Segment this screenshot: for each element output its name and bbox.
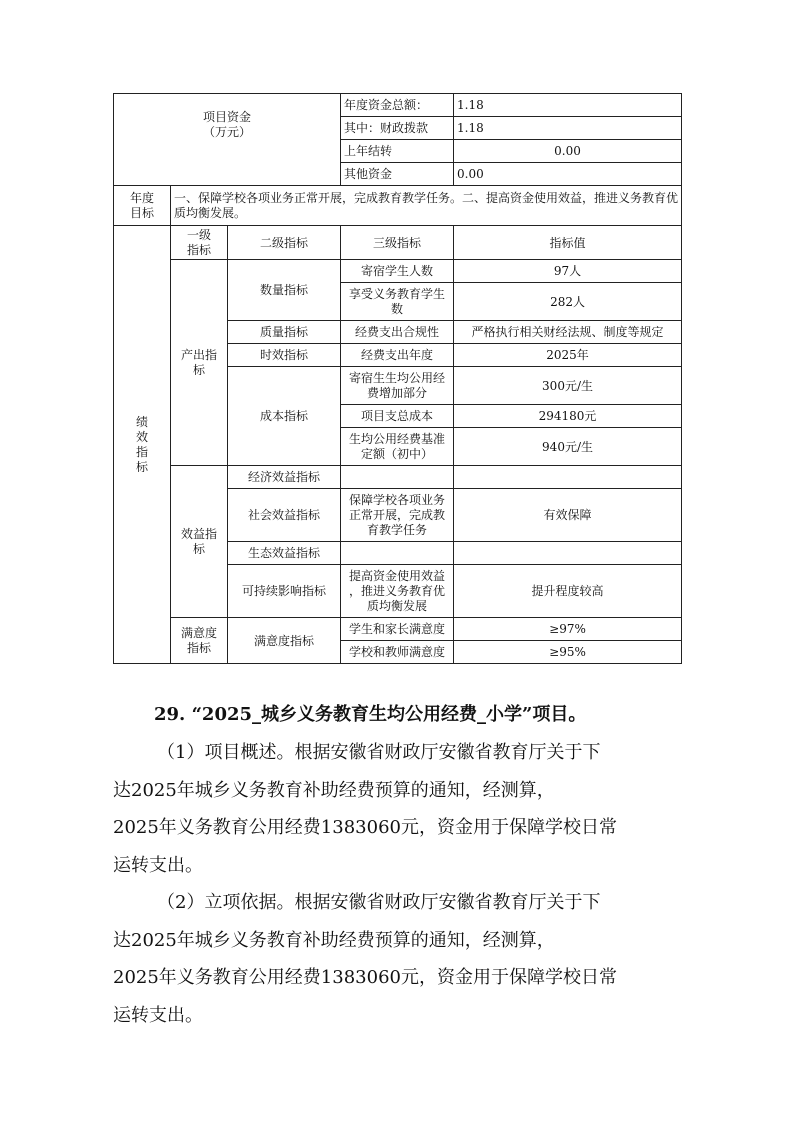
funds-label: 年度资金总额： (341, 94, 454, 117)
section-heading: 29. “2025_城乡义务教育生均公用经费_小学”项目。 (154, 704, 587, 725)
indicator-value: ≥95% (454, 641, 682, 664)
indicator-name: 经费支出年度 (341, 344, 454, 367)
annual-goal-row (114, 186, 682, 226)
performance-table (113, 93, 682, 664)
paragraph-line: 2025年义务教育公用经费1383060元，资金用于保障学校日常 (113, 967, 617, 988)
timeliness-label: 时效指标 (228, 344, 341, 367)
paragraph-line: 运转支出。 (113, 854, 203, 876)
output-label: 产出指 标 (171, 260, 228, 466)
satisfaction-sublabel: 满意度指标 (228, 618, 341, 664)
indicator-name: 提高资金使用效益 ，推进义务教育优 质均衡发展 (341, 565, 454, 618)
funds-label: 其中：财政拨款 (341, 117, 454, 140)
annual-goal-label: 年度 目标 (114, 186, 171, 226)
indicator-value: 提升程度较高 (454, 565, 682, 618)
quality-label: 质量指标 (228, 321, 341, 344)
header-level1: 一级 指标 (171, 226, 228, 260)
indicator-name: 享受义务教育学生 数 (341, 283, 454, 321)
indicator-name: 寄宿生生均公用经 费增加部分 (341, 367, 454, 405)
indicator-value (454, 466, 682, 489)
economic-label: 经济效益指标 (228, 466, 341, 489)
indicator-name: 学校和教师满意度 (341, 641, 454, 664)
ecological-label: 生态效益指标 (228, 542, 341, 565)
funds-value: 1.18 (454, 117, 682, 140)
funds-section-label: 项目资金 （万元） (114, 94, 341, 186)
funds-value: 0.00 (454, 140, 682, 163)
overview-paragraph (113, 734, 693, 884)
indicator-row (114, 618, 682, 641)
funds-label: 其他资金 (341, 163, 454, 186)
funds-row (114, 94, 682, 117)
quantity-label: 数量指标 (228, 260, 341, 321)
paragraph-line: 2025年义务教育公用经费1383060元，资金用于保障学校日常 (113, 817, 617, 838)
annual-goal-text: 一、保障学校各项业务正常开展，完成教育教学任务。二、提高资金使用效益，推进义务教育优质均衡发展。 (171, 186, 682, 226)
funds-value: 0.00 (454, 163, 682, 186)
indicator-value: ≥97% (454, 618, 682, 641)
indicator-value: 严格执行相关财经法规、制度等规定 (454, 321, 682, 344)
indicator-name: 学生和家长满意度 (341, 618, 454, 641)
indicator-name: 寄宿学生人数 (341, 260, 454, 283)
indicator-name: 项目支总成本 (341, 405, 454, 428)
paragraph-line: 运转支出。 (113, 1004, 203, 1026)
indicator-value: 97人 (454, 260, 682, 283)
header-level2: 二级指标 (228, 226, 341, 260)
paragraph-line: 达2025年城乡义务教育补助经费预算的通知，经测算， (113, 929, 555, 951)
indicator-value: 282人 (454, 283, 682, 321)
indicator-value: 2025年 (454, 344, 682, 367)
indicator-name: 经费支出合规性 (341, 321, 454, 344)
indicator-header-row (114, 226, 682, 260)
indicator-row (114, 466, 682, 489)
indicator-value: 有效保障 (454, 489, 682, 542)
basis-paragraph (113, 884, 693, 1034)
funds-label: 上年结转 (341, 140, 454, 163)
sustainable-label: 可持续影响指标 (228, 565, 341, 618)
indicator-name: 生均公用经费基准 定额（初中） (341, 428, 454, 466)
indicator-name (341, 542, 454, 565)
indicator-value: 294180元 (454, 405, 682, 428)
paragraph-line: 达2025年城乡义务教育补助经费预算的通知，经测算， (113, 779, 555, 801)
header-level3: 三级指标 (341, 226, 454, 260)
satisfaction-label: 满意度 指标 (171, 618, 228, 664)
benefit-label: 效益指 标 (171, 466, 228, 618)
paragraph-line: （2）立项依据。根据安徽省财政厅安徽省教育厅关于下 (157, 892, 601, 913)
indicator-row (114, 260, 682, 283)
indicator-name: 保障学校各项业务 正常开展，完成教 育教学任务 (341, 489, 454, 542)
indicator-value: 940元/生 (454, 428, 682, 466)
performance-label: 绩 效 指 标 (114, 226, 171, 664)
performance-table-container (113, 93, 681, 664)
paragraph-line: （1）项目概述。根据安徽省财政厅安徽省教育厅关于下 (157, 742, 601, 763)
cost-label: 成本指标 (228, 367, 341, 466)
header-value: 指标值 (454, 226, 682, 260)
funds-value: 1.18 (454, 94, 682, 117)
social-label: 社会效益指标 (228, 489, 341, 542)
indicator-value: 300元/生 (454, 367, 682, 405)
indicator-value (454, 542, 682, 565)
indicator-name (341, 466, 454, 489)
